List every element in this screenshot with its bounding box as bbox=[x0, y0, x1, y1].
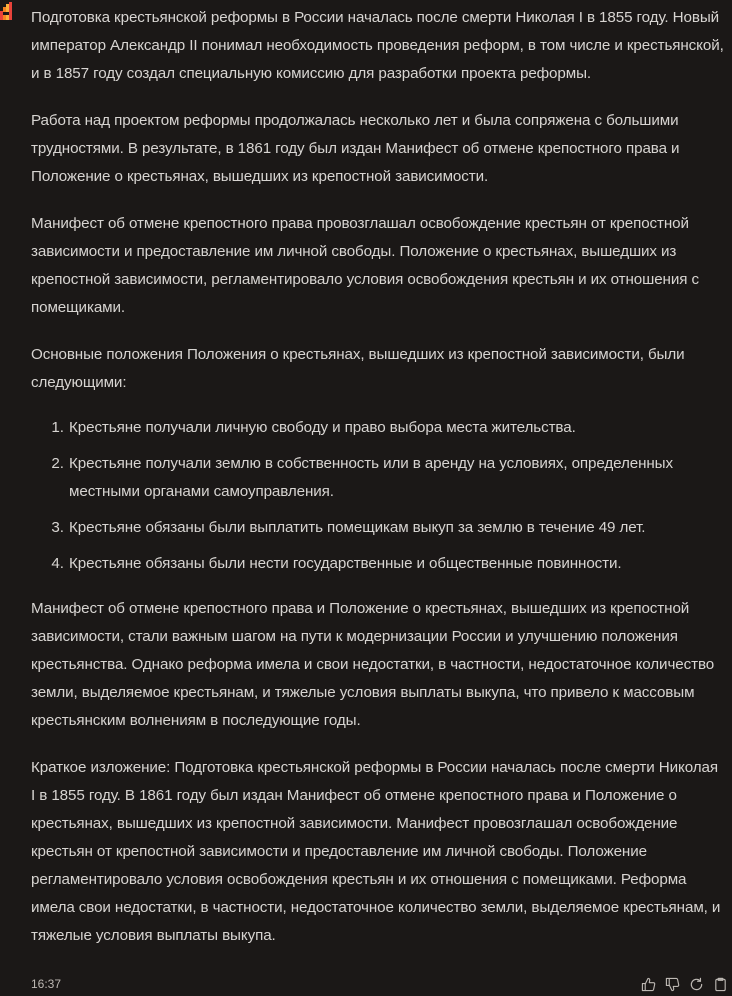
list-item: 2. Крестьяне получали землю в собственность или в аренду на условиях, определенных местными органами самоуправления. bbox=[68, 450, 725, 506]
dislike-button[interactable] bbox=[664, 974, 680, 994]
provisions-list bbox=[31, 414, 725, 578]
paragraph-3: Манифест об отмене крепостного права провозглашал освобождение крестьян от крепостной зависимости и предоставление им личной свободы. Положение о крестьянах, вышедших из крепостной зависимости, регламентировало условия освобождения крестьян и их отношения с помещиками. bbox=[31, 215, 699, 316]
assistant-avatar-icon bbox=[0, 2, 12, 24]
copy-icon bbox=[713, 977, 728, 992]
paragraph-2: Работа над проектом реформы продолжалась несколько лет и была сопряжена с большими трудностями. В результате, в 1861 году был издан Манифест об отмене крепостного права и Положение о крестьянах, вышедших из крепостной зависимости. bbox=[31, 112, 680, 185]
thumbs-up-icon bbox=[641, 977, 656, 992]
list-item: 1. Крестьяне получали личную свободу и право выбора места жительства. bbox=[68, 414, 725, 442]
list-item: 3. Крестьяне обязаны были выплатить помещикам выкуп за землю в течение 49 лет. bbox=[68, 514, 725, 542]
message-content bbox=[31, 4, 725, 969]
list-item: 4. Крестьяне обязаны были нести государственные и общественные повинности. bbox=[68, 550, 725, 578]
paragraph-1: Подготовка крестьянской реформы в России началась после смерти Николая I в 1855 году. Новый император Александр II понимал необходимость проведения реформ, в том числе и крестьянской, и в 1857 году создал специальную комиссию для разработки проекта реформы. bbox=[31, 9, 724, 82]
refresh-icon bbox=[689, 977, 704, 992]
paragraph-5: Манифест об отмене крепостного права и Положение о крестьянах, вышедших из крепостной зависимости, стали важным шагом на пути к модернизации России и улучшению положения крестьянства. Однако реформа имела и свои недостатки, в частности, недостаточное количество земли, выделяемое крестьянам, и тяжелые условия выплаты выкупа, что привело к массовым крестьянским волнениям в последующие годы. bbox=[31, 600, 715, 729]
paragraph-4: Основные положения Положения о крестьянах, вышедших из крепостной зависимости, были следующими: bbox=[31, 346, 685, 391]
regenerate-button[interactable] bbox=[688, 974, 704, 994]
paragraph-summary: Краткое изложение: Подготовка крестьянской реформы в России началась после смерти Николая I в 1855 году. В 1861 году был издан Манифест об отмене крепостного права и Положение о крестьянах, вышедших из крепостной зависимости. Манифест провозглашал освобождение крестьян от крепостной зависимости и предоставление им личной свободы. Положение регламентировало условия освобождения крестьян и их отношения с помещиками. Реформа имела свои недостатки, в частности, недостаточное количество земли, выделяемое крестьянам, и тяжелые условия выплаты выкупа. bbox=[31, 759, 721, 944]
like-button[interactable] bbox=[640, 974, 656, 994]
copy-button[interactable] bbox=[712, 974, 728, 994]
thumbs-down-icon bbox=[665, 977, 680, 992]
message-footer bbox=[31, 974, 728, 996]
message-timestamp: 16:37 bbox=[31, 977, 62, 991]
message-actions bbox=[640, 974, 728, 994]
